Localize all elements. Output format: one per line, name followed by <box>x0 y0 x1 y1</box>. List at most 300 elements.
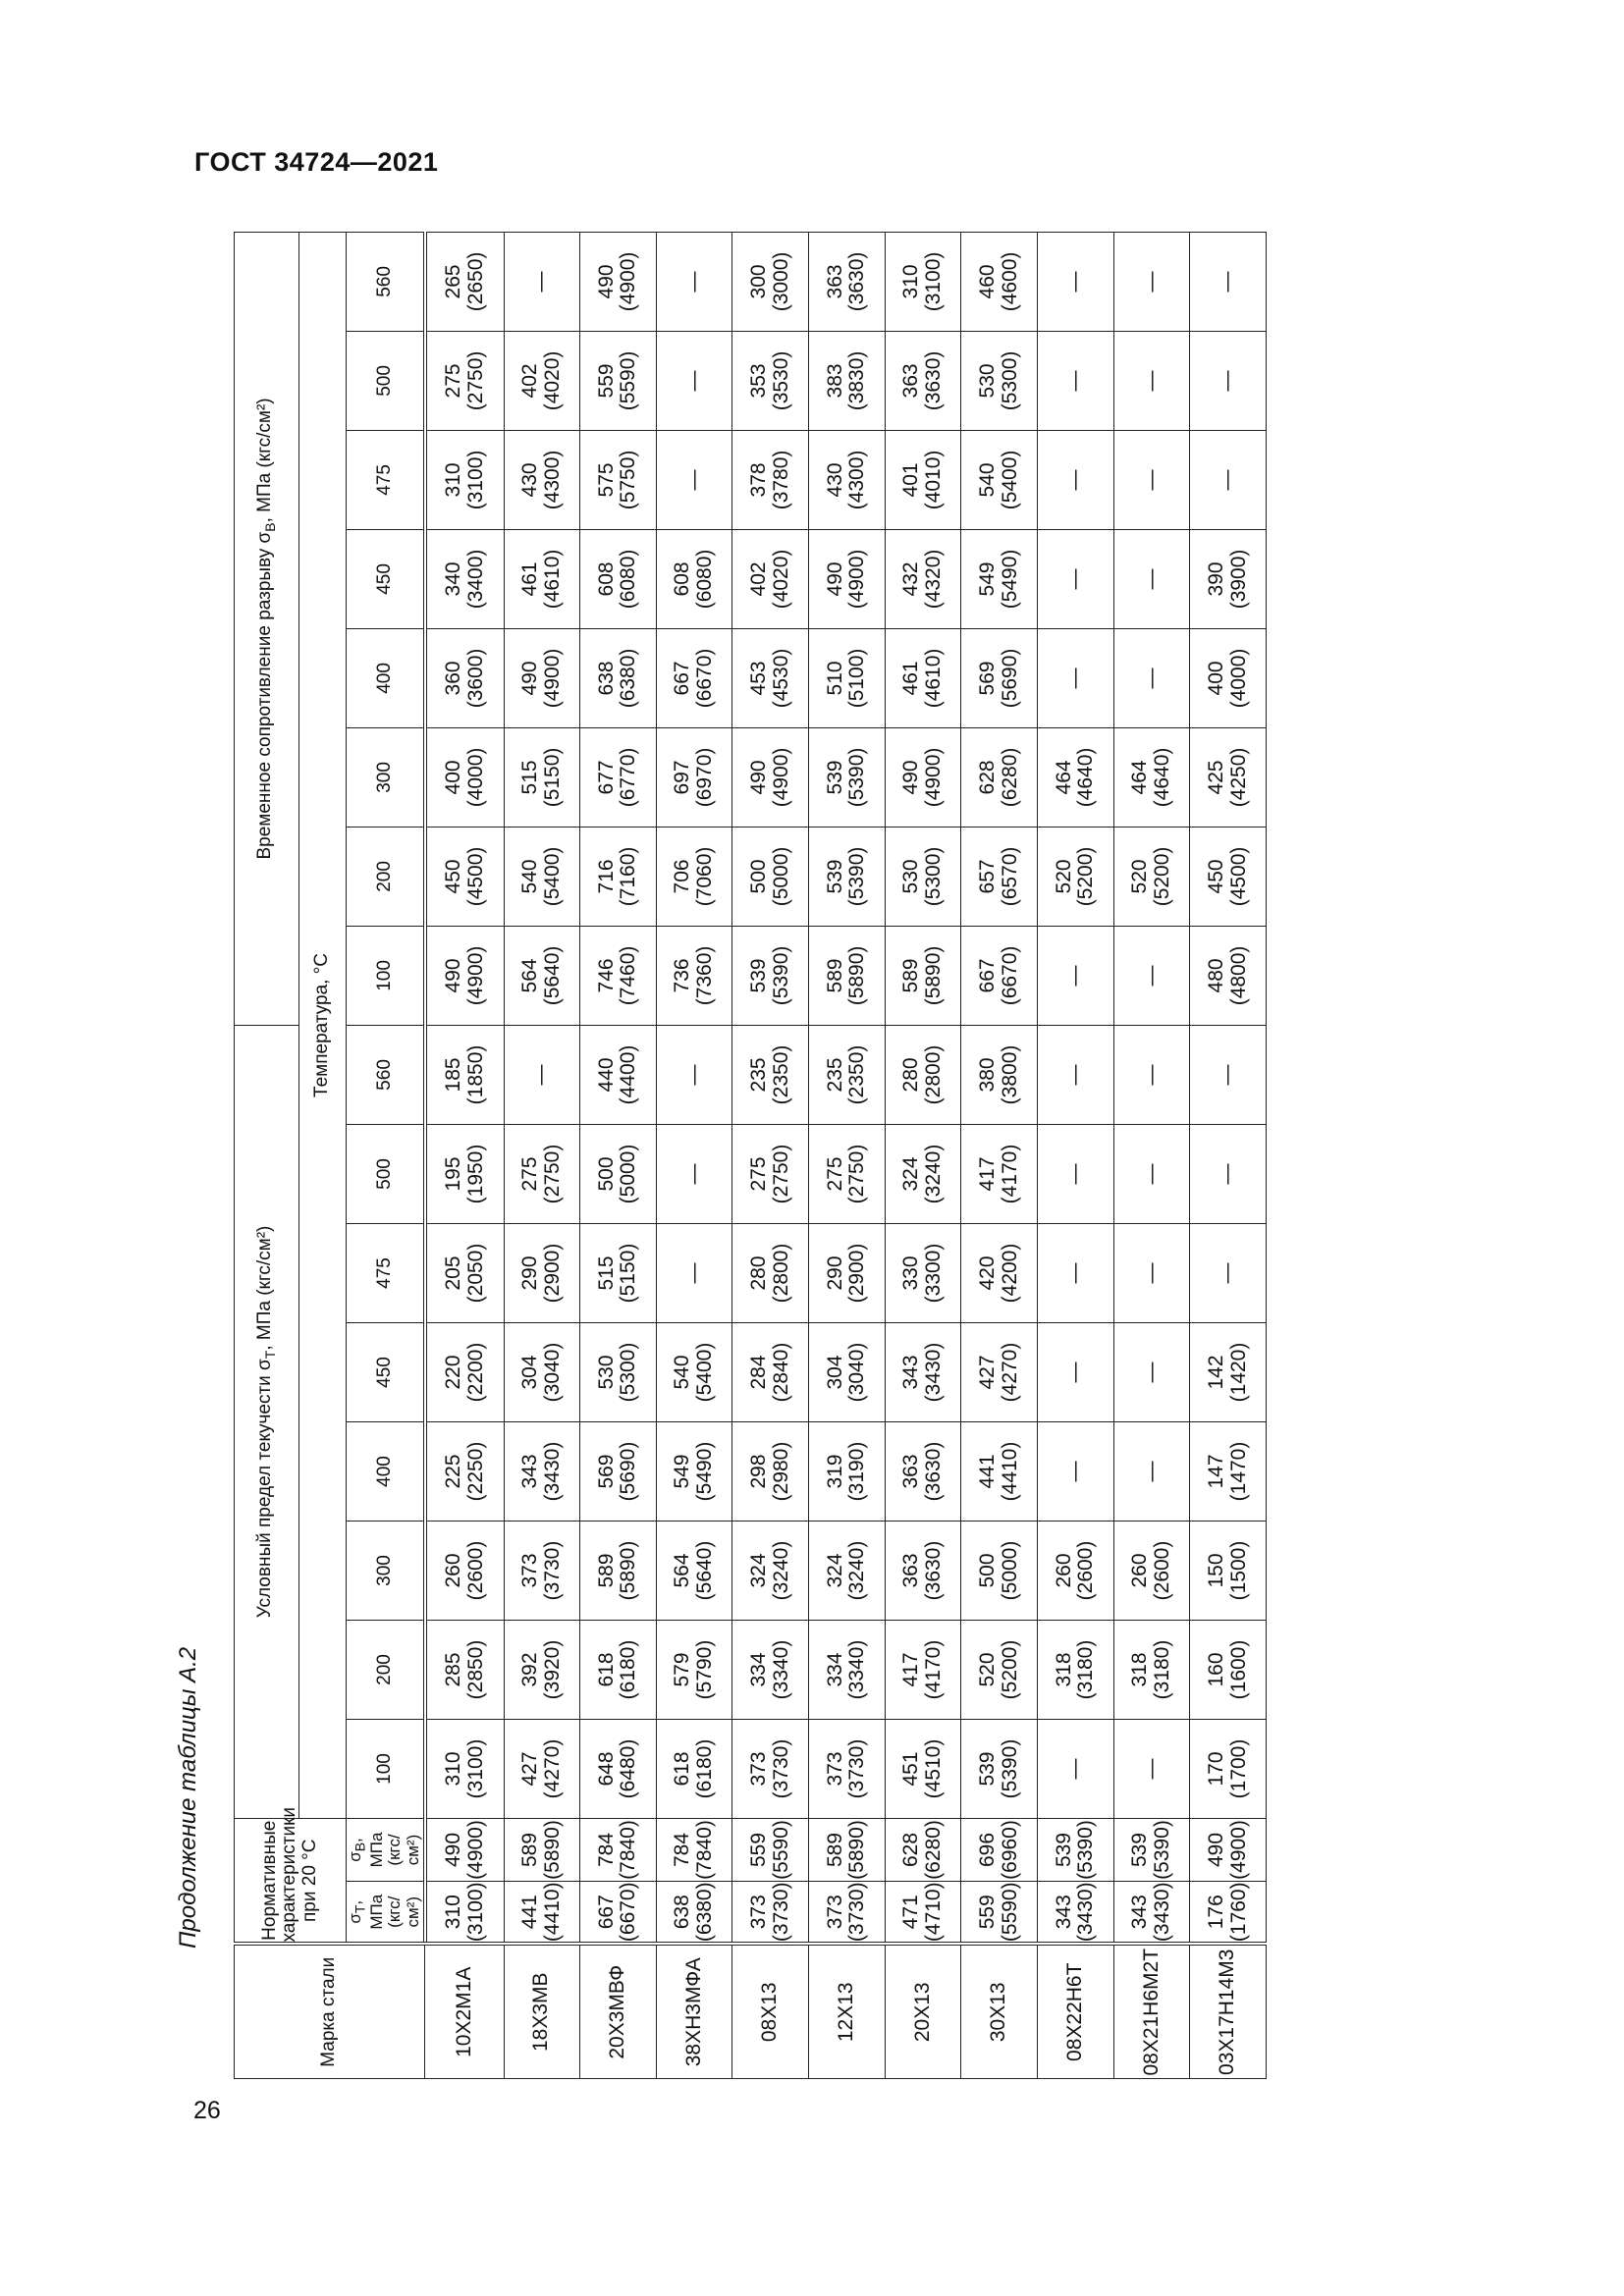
value-main: 539 <box>1128 1832 1152 1868</box>
value-cell <box>656 1025 732 1124</box>
value-main: 441 <box>975 1454 999 1489</box>
value-main: 746 <box>594 958 618 993</box>
yield-strength-group-header: Условный предел текучести $\sigma_Т$, МПа (кгс/см²) <box>235 1025 299 1818</box>
temperature-value: 475 <box>347 1223 425 1322</box>
table-row <box>1037 232 1113 2078</box>
value-kgf: (2850) <box>463 1639 487 1700</box>
value-cell <box>425 1223 504 1322</box>
value-cell <box>1113 827 1190 926</box>
value-cell <box>1113 1620 1190 1719</box>
value-main: 510 <box>823 661 846 696</box>
value-cell <box>504 1719 580 1818</box>
value-main: 618 <box>671 1751 694 1787</box>
value-kgf: (3530) <box>769 350 792 411</box>
value-kgf: (2600) <box>463 1540 487 1601</box>
value-kgf: (4900) <box>617 251 640 312</box>
value-main: — <box>681 1163 705 1185</box>
temperature-value: 300 <box>347 1521 425 1620</box>
value-main: 380 <box>975 1057 999 1093</box>
value-cell <box>656 628 732 727</box>
value-main: 464 <box>1128 760 1152 795</box>
value-cell <box>580 232 657 331</box>
value-main: — <box>681 469 705 491</box>
value-main: 363 <box>823 264 846 299</box>
value-main: — <box>1216 271 1239 293</box>
value-main: 170 <box>1204 1751 1227 1787</box>
value-main: 300 <box>747 264 771 299</box>
value-main: 520 <box>1128 859 1152 894</box>
value-cell <box>1037 1421 1113 1521</box>
value-kgf: (4900) <box>922 747 946 808</box>
value-kgf: (2800) <box>769 1243 792 1304</box>
value-cell <box>885 1521 961 1620</box>
value-cell <box>656 827 732 926</box>
value-main: 579 <box>671 1652 694 1687</box>
steel-grade-cell: 20Х3МВФ <box>580 1945 657 2079</box>
value-main: 310 <box>899 264 923 299</box>
value-cell <box>961 1223 1038 1322</box>
value-main: 176 <box>1204 1895 1227 1930</box>
value-cell <box>580 926 657 1025</box>
value-kgf: (4300) <box>845 450 869 510</box>
value-main: 549 <box>671 1454 694 1489</box>
value-cell <box>1190 1025 1267 1124</box>
value-cell <box>425 628 504 727</box>
value-kgf: (4000) <box>463 747 487 808</box>
value-kgf: (4900) <box>463 1820 487 1880</box>
value-kgf: (4900) <box>540 648 564 709</box>
value-cell <box>961 1421 1038 1521</box>
value-kgf: (1600) <box>1226 1639 1250 1700</box>
value-kgf: (3630) <box>922 1441 946 1502</box>
value-main: 417 <box>975 1156 999 1192</box>
value-kgf: (5640) <box>693 1540 717 1601</box>
steel-grade-cell: 03Х17Н14М3 <box>1190 1945 1267 2079</box>
value-kgf: (3190) <box>845 1441 869 1502</box>
value-cell <box>809 727 886 827</box>
value-kgf: (3900) <box>1226 549 1250 610</box>
value-main: 298 <box>747 1454 771 1489</box>
value-cell <box>732 1818 809 1881</box>
value-main: 235 <box>747 1057 771 1093</box>
value-main: — <box>1139 1362 1163 1383</box>
value-main: 677 <box>594 760 618 795</box>
value-cell <box>1113 529 1190 628</box>
value-main: 290 <box>518 1255 542 1291</box>
value-cell <box>656 1223 732 1322</box>
value-kgf: (5400) <box>540 846 564 907</box>
value-main: — <box>1062 1262 1086 1284</box>
value-cell <box>1037 1818 1113 1881</box>
value-kgf: (3830) <box>845 350 869 411</box>
value-main: 427 <box>518 1751 542 1787</box>
value-kgf: (7840) <box>617 1820 640 1880</box>
value-main: — <box>1216 1064 1239 1086</box>
value-main: 520 <box>975 1652 999 1687</box>
value-cell <box>656 529 732 628</box>
value-kgf: (5200) <box>1074 846 1098 907</box>
value-main: 540 <box>518 859 542 894</box>
value-main: — <box>1139 1064 1163 1086</box>
value-main: 559 <box>975 1895 999 1930</box>
value-cell <box>504 430 580 529</box>
value-main: 667 <box>594 1895 618 1930</box>
value-main: 432 <box>899 561 923 597</box>
value-cell <box>1113 628 1190 727</box>
value-cell <box>961 1322 1038 1421</box>
value-main: 363 <box>899 1553 923 1588</box>
value-main: 319 <box>823 1454 846 1489</box>
value-kgf: (3340) <box>769 1639 792 1700</box>
value-kgf: (4320) <box>922 549 946 610</box>
table-row <box>580 232 657 2078</box>
value-main: 569 <box>594 1454 618 1489</box>
value-kgf: (3600) <box>463 648 487 709</box>
value-cell <box>504 628 580 727</box>
value-kgf: (2350) <box>769 1044 792 1105</box>
table-row <box>504 232 580 2078</box>
value-kgf: (2600) <box>1074 1540 1098 1601</box>
value-cell <box>961 1818 1038 1881</box>
value-main: 417 <box>899 1652 923 1687</box>
value-cell <box>885 1421 961 1521</box>
value-kgf: (5890) <box>617 1540 640 1601</box>
value-cell <box>580 1124 657 1223</box>
value-cell <box>580 1421 657 1521</box>
value-main: 539 <box>823 859 846 894</box>
value-main: 260 <box>1052 1553 1075 1588</box>
value-main: 343 <box>899 1355 923 1390</box>
value-cell <box>961 827 1038 926</box>
value-kgf: (3430) <box>1074 1882 1098 1943</box>
value-main: 549 <box>975 561 999 597</box>
value-kgf: (2900) <box>540 1243 564 1304</box>
value-cell <box>809 827 886 926</box>
value-kgf: (4400) <box>617 1044 640 1105</box>
table-row <box>1190 232 1267 2078</box>
value-main: 564 <box>518 958 542 993</box>
value-cell <box>885 430 961 529</box>
value-main: 147 <box>1204 1454 1227 1489</box>
value-cell <box>809 232 886 331</box>
value-main: 480 <box>1204 958 1227 993</box>
value-kgf: (4900) <box>769 747 792 808</box>
value-kgf: (4900) <box>1226 1820 1250 1880</box>
value-cell <box>1190 1719 1267 1818</box>
value-cell <box>885 1882 961 1945</box>
value-main: 390 <box>1204 561 1227 597</box>
value-cell <box>885 331 961 430</box>
value-kgf: (4000) <box>1226 648 1250 709</box>
value-kgf: (5690) <box>617 1441 640 1502</box>
value-kgf: (5890) <box>922 945 946 1006</box>
value-main: — <box>1216 370 1239 392</box>
value-kgf: (5390) <box>845 846 869 907</box>
value-cell <box>580 1223 657 1322</box>
value-cell <box>425 1719 504 1818</box>
value-cell <box>656 926 732 1025</box>
value-main: 451 <box>899 1751 923 1787</box>
value-kgf: (4300) <box>540 450 564 510</box>
value-cell <box>425 1521 504 1620</box>
value-kgf: (7840) <box>693 1820 717 1880</box>
value-main: 440 <box>594 1057 618 1093</box>
value-main: 461 <box>899 661 923 696</box>
value-main: 280 <box>899 1057 923 1093</box>
value-main: — <box>529 1064 553 1086</box>
value-main: 589 <box>594 1553 618 1588</box>
value-main: 373 <box>747 1895 771 1930</box>
value-main: — <box>1139 271 1163 293</box>
value-cell <box>580 1025 657 1124</box>
value-cell <box>809 1322 886 1421</box>
value-cell <box>809 1521 886 1620</box>
value-main: — <box>1216 1163 1239 1185</box>
value-cell <box>656 1322 732 1421</box>
value-main: — <box>1216 1262 1239 1284</box>
value-main: 608 <box>671 561 694 597</box>
value-main: 539 <box>1052 1832 1075 1868</box>
value-kgf: (3240) <box>922 1144 946 1204</box>
value-cell <box>885 1223 961 1322</box>
value-kgf: (4510) <box>922 1738 946 1799</box>
value-cell <box>425 1620 504 1719</box>
value-cell <box>885 926 961 1025</box>
value-kgf: (7160) <box>617 846 640 907</box>
value-cell <box>1113 1223 1190 1322</box>
value-cell <box>732 331 809 430</box>
value-main: 608 <box>594 561 618 597</box>
value-main: — <box>1139 568 1163 590</box>
value-main: — <box>1216 469 1239 491</box>
value-cell <box>961 430 1038 529</box>
value-cell <box>732 1322 809 1421</box>
value-kgf: (3400) <box>463 549 487 610</box>
temperature-value: 450 <box>347 1322 425 1421</box>
value-main: 628 <box>975 760 999 795</box>
value-kgf: (2200) <box>463 1342 487 1403</box>
value-kgf: (2750) <box>540 1144 564 1204</box>
value-main: 318 <box>1052 1652 1075 1687</box>
steel-grade-cell: 12Х13 <box>809 1945 886 2079</box>
value-main: 430 <box>518 462 542 498</box>
value-kgf: (1420) <box>1226 1342 1250 1403</box>
value-main: 310 <box>442 1751 464 1787</box>
value-main: 330 <box>899 1255 923 1291</box>
value-main: 392 <box>518 1652 542 1687</box>
value-cell <box>1190 1322 1267 1421</box>
value-kgf: (5400) <box>693 1342 717 1403</box>
value-cell <box>885 232 961 331</box>
value-main: — <box>1139 1262 1163 1284</box>
value-kgf: (4200) <box>998 1243 1021 1304</box>
temperature-value: 400 <box>347 628 425 727</box>
value-main: 324 <box>823 1553 846 1588</box>
value-kgf: (3040) <box>845 1342 869 1403</box>
value-main: 500 <box>975 1553 999 1588</box>
value-main: 235 <box>823 1057 846 1093</box>
value-main: 706 <box>671 859 694 894</box>
temperature-value: 100 <box>347 926 425 1025</box>
value-cell <box>885 1818 961 1881</box>
value-cell <box>1113 1025 1190 1124</box>
value-main: 559 <box>594 363 618 399</box>
value-cell <box>1190 232 1267 331</box>
value-main: — <box>1062 1362 1086 1383</box>
value-cell <box>1190 1521 1267 1620</box>
value-kgf: (5590) <box>998 1882 1021 1943</box>
value-cell <box>425 1818 504 1881</box>
value-cell <box>580 1719 657 1818</box>
value-cell <box>1113 1719 1190 1818</box>
value-main: 564 <box>671 1553 694 1588</box>
value-kgf: (5000) <box>769 846 792 907</box>
value-kgf: (6670) <box>998 945 1021 1006</box>
value-cell <box>580 727 657 827</box>
value-kgf: (2750) <box>845 1144 869 1204</box>
value-kgf: (4800) <box>1226 945 1250 1006</box>
value-main: — <box>1062 1163 1086 1185</box>
value-main: 310 <box>442 1895 464 1930</box>
value-kgf: (3240) <box>769 1540 792 1601</box>
value-kgf: (2750) <box>769 1144 792 1204</box>
value-main: 736 <box>671 958 694 993</box>
document-header: ГОСТ 34724—2021 <box>194 147 439 177</box>
temperature-value: 475 <box>347 430 425 529</box>
value-main: — <box>1062 965 1086 987</box>
value-cell <box>1037 1223 1113 1322</box>
value-main: — <box>1139 667 1163 689</box>
grade-column-header: Марка стали <box>235 1945 425 2079</box>
value-cell <box>1190 1818 1267 1881</box>
value-kgf: (6180) <box>617 1639 640 1700</box>
value-main: — <box>1139 469 1163 491</box>
value-cell <box>504 1882 580 1945</box>
value-cell <box>504 1620 580 1719</box>
value-cell <box>656 1818 732 1881</box>
value-main: 461 <box>518 561 542 597</box>
value-kgf: (5590) <box>617 350 640 411</box>
value-kgf: (3800) <box>998 1044 1021 1105</box>
table-row <box>1113 232 1190 2078</box>
value-cell <box>1190 926 1267 1025</box>
value-cell <box>1190 1882 1267 1945</box>
value-main: 383 <box>823 363 846 399</box>
value-cell <box>1190 1620 1267 1719</box>
value-main: 460 <box>975 264 999 299</box>
value-kgf: (4410) <box>998 1441 1021 1502</box>
value-kgf: (5590) <box>769 1820 792 1880</box>
value-cell <box>504 727 580 827</box>
value-cell <box>1113 1818 1190 1881</box>
value-kgf: (2650) <box>463 251 487 312</box>
value-cell <box>1037 827 1113 926</box>
value-kgf: (6480) <box>617 1738 640 1799</box>
table-caption: Продолжение таблицы А.2 <box>175 1646 201 1949</box>
value-kgf: (3180) <box>1074 1639 1098 1700</box>
value-kgf: (6180) <box>693 1738 717 1799</box>
value-cell <box>961 628 1038 727</box>
value-cell <box>1190 331 1267 430</box>
value-kgf: (5000) <box>617 1144 640 1204</box>
value-cell <box>504 232 580 331</box>
table-row <box>809 232 886 2078</box>
value-main: 667 <box>975 958 999 993</box>
value-main: 353 <box>747 363 771 399</box>
value-main: 589 <box>823 1832 846 1868</box>
value-kgf: (3730) <box>769 1882 792 1943</box>
value-cell <box>580 628 657 727</box>
value-main: — <box>681 271 705 293</box>
value-kgf: (6970) <box>693 747 717 808</box>
page-number: 26 <box>193 2097 221 2124</box>
value-cell <box>504 1818 580 1881</box>
value-main: 638 <box>671 1895 694 1930</box>
value-kgf: (6080) <box>617 549 640 610</box>
value-cell <box>580 331 657 430</box>
steel-grade-cell: 08Х13 <box>732 1945 809 2079</box>
value-main: 363 <box>899 1454 923 1489</box>
value-cell <box>656 331 732 430</box>
table-row <box>656 232 732 2078</box>
value-main: 265 <box>442 264 464 299</box>
value-cell <box>961 232 1038 331</box>
value-kgf: (4500) <box>1226 846 1250 907</box>
value-cell <box>1190 628 1267 727</box>
value-cell <box>961 1521 1038 1620</box>
value-main: 343 <box>518 1454 542 1489</box>
value-kgf: (3730) <box>845 1738 869 1799</box>
value-kgf: (6570) <box>998 846 1021 907</box>
table-row <box>961 232 1038 2078</box>
value-cell <box>580 1818 657 1881</box>
value-kgf: (3100) <box>922 251 946 312</box>
value-main: — <box>529 271 553 293</box>
value-cell <box>809 529 886 628</box>
value-cell <box>732 1421 809 1521</box>
value-cell <box>732 628 809 727</box>
value-cell <box>732 1620 809 1719</box>
value-cell <box>504 1521 580 1620</box>
value-main: 280 <box>747 1255 771 1291</box>
value-main: 318 <box>1128 1652 1152 1687</box>
value-cell <box>961 1719 1038 1818</box>
value-main: 401 <box>899 462 923 498</box>
value-kgf: (5690) <box>998 648 1021 709</box>
steel-grade-cell: 08Х21Н6М2Т <box>1113 1945 1190 2079</box>
steel-grade-cell: 20Х13 <box>885 1945 961 2079</box>
value-main: 490 <box>518 661 542 696</box>
value-main: 373 <box>823 1895 846 1930</box>
value-cell <box>656 1719 732 1818</box>
value-main: 471 <box>899 1895 923 1930</box>
value-main: 340 <box>442 561 464 597</box>
value-kgf: (7460) <box>617 945 640 1006</box>
value-cell <box>1037 628 1113 727</box>
value-cell <box>1113 727 1190 827</box>
value-cell <box>425 331 504 430</box>
value-main: 205 <box>442 1255 464 1291</box>
value-main: 310 <box>442 462 464 498</box>
value-main: 540 <box>671 1355 694 1390</box>
table-row <box>425 232 504 2078</box>
value-kgf: (5390) <box>998 1738 1021 1799</box>
value-main: 324 <box>747 1553 771 1588</box>
value-cell <box>656 232 732 331</box>
value-kgf: (6380) <box>693 1882 717 1943</box>
value-cell <box>961 1124 1038 1223</box>
value-cell <box>732 1025 809 1124</box>
